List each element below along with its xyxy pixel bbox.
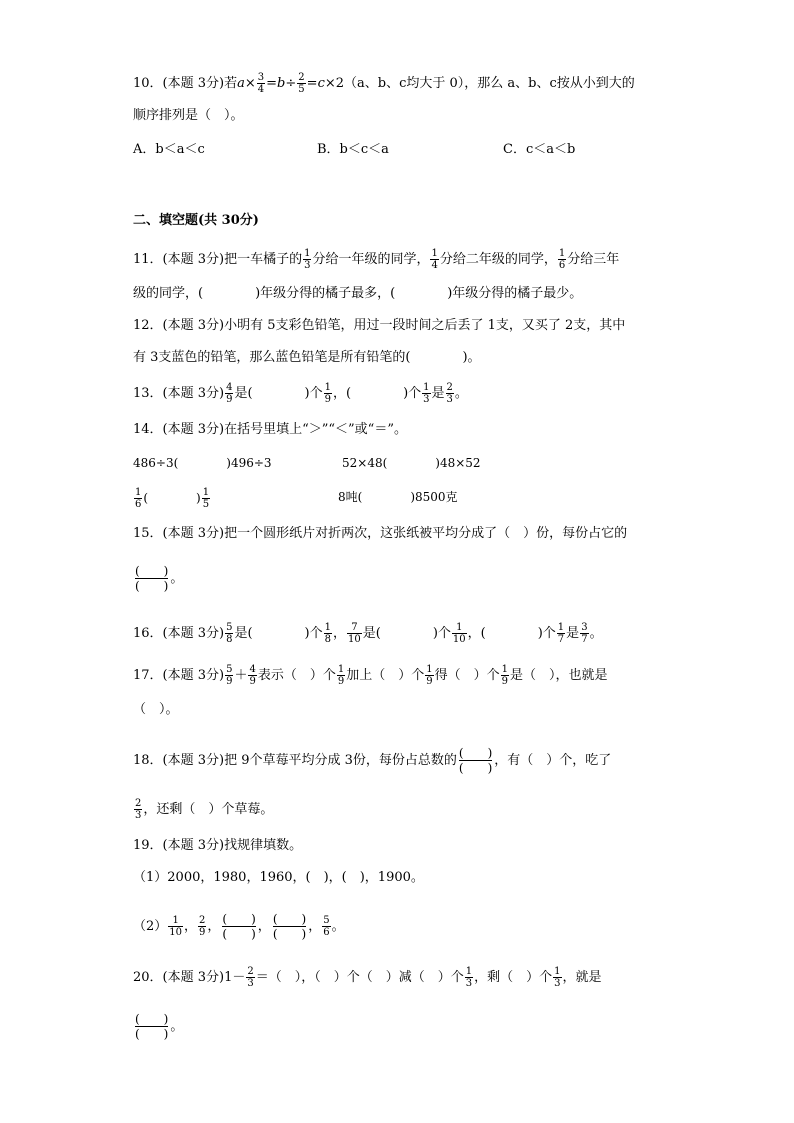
text-segment: 3 [581,622,588,633]
text-segment: ( ) [143,491,201,505]
text-segment: 分给一年级的同学， [312,252,430,267]
fraction [501,664,509,687]
text-segment: ( ) [222,927,256,941]
text-segment: 4 [226,382,233,393]
text-segment: 。 [454,386,468,401]
text-segment: 1 [324,622,331,633]
text-segment: 5 [226,622,233,633]
fraction [322,915,330,938]
text-segment: 3 [554,978,561,989]
text-segment: 分给二年级的同学， [439,252,557,267]
text-segment: 6 [558,260,566,271]
fraction [225,622,233,645]
text-segment: 1 [337,664,345,675]
times-two: ×2 [324,76,345,91]
text-segment: 。 [170,571,184,586]
text-segment: ，( )个 [467,626,556,641]
text-segment: 加上（ ）个 [346,668,425,683]
fraction [337,664,345,687]
text-segment: 是( )个 [234,626,323,641]
text-segment: ( ) [135,1012,169,1026]
fraction [225,664,233,687]
text-segment: ＋ [234,668,248,683]
text-segment: 得（ ）个 [434,668,500,683]
text-segment: 2 [135,798,142,809]
q10-line2: 顺序排列是（ ）。 [133,108,244,123]
q19-sub2 [133,912,345,941]
q20-line2 [133,1012,183,1041]
var-c: c [317,76,325,91]
text-segment: ， [184,919,198,934]
fraction [246,966,254,989]
fraction [430,248,438,271]
q19-sub1: （1）2000，1980，1960，( )，( )，1900。 [133,870,424,885]
fraction [446,382,454,405]
text-segment: 1 [431,248,438,259]
text-segment: 1 [456,622,463,633]
text-segment: ， [207,919,221,934]
text-segment: 10 [452,634,466,645]
fraction [198,915,206,938]
text-segment: 1 [426,664,433,675]
fraction [557,622,565,645]
text-segment: 7 [581,634,588,645]
text-segment: 9 [199,927,206,938]
q10-tail: （a、b、c均大于 0），那么 a、b、c按从小到大的 [344,76,635,91]
fraction [257,72,265,95]
fraction [422,382,430,405]
fraction [465,966,473,989]
q20-line1 [133,966,602,989]
fraction [202,487,210,510]
blank-fraction[interactable] [459,746,492,775]
text-segment: 是 [566,626,580,641]
text-segment: 7 [351,622,358,633]
text-segment: 9 [249,676,256,687]
q15-line1: 15．(本题 3分)把一个圆形纸片对折两次，这张纸被平均分成了（ ）份，每份占它的 [133,526,628,541]
blank-fraction[interactable] [222,912,255,941]
equals-sign: = [266,76,278,91]
q10-option-c[interactable]: C．c＜a＜b [503,142,576,157]
q10-prefix: 10．(本题 3分)若 [133,76,238,91]
text-segment: ( ) [135,579,169,593]
times-sign: × [244,76,256,91]
text-segment: 1 [557,622,565,633]
text-segment: ， [257,919,271,934]
blank-fraction[interactable] [135,564,168,593]
text-segment: 。 [331,919,345,934]
blank-fraction[interactable] [273,912,306,941]
text-segment: 18．(本题 3分)把 9个草莓平均分成 3份，每份占总数的 [133,753,457,768]
fraction [297,72,305,95]
text-segment: 1 [202,487,210,498]
text-segment: 1 [172,915,179,926]
text-segment: 3 [446,394,453,405]
text-segment: ＝（ ），（ ）个（ ）减（ ）个 [255,970,464,985]
text-segment: 8 [324,634,331,645]
fraction [134,798,142,821]
text-segment: 1 [423,382,430,393]
q11-line1 [133,248,619,271]
text-segment: 6 [135,499,142,510]
text-segment: 是 [431,386,445,401]
q18-line2 [133,798,273,821]
var-b: b [277,76,286,91]
text-segment: 1 [558,248,566,259]
q10-option-b[interactable]: B．b＜c＜a [317,142,389,157]
q10-line1 [133,72,635,95]
q16-line [133,622,603,645]
text-segment: 。 [170,1019,184,1034]
text-segment: 8 [226,634,233,645]
text-segment: 5 [323,915,330,926]
text-segment: 5 [226,664,233,675]
q11-line2: 级的同学，( )年级分得的橘子最多，( )年级分得的橘子最少。 [133,286,583,301]
text-segment: 16．(本题 3分) [133,626,225,641]
text-segment: 17．(本题 3分) [133,668,225,683]
q12-line1: 12．(本题 3分)小明有 5支彩色铅笔，用过一段时间之后丢了 1支，又买了 2支，其中 [133,318,626,333]
text-segment: 3 [304,260,311,271]
text-segment: 9 [337,676,345,687]
fraction [324,622,332,645]
q14-item4: 8吨( )8500克 [338,490,458,504]
text-segment: 4 [249,664,256,675]
text-segment: 2 [247,966,254,977]
text-segment: 表示（ ）个 [257,668,336,683]
q17-line1 [133,664,608,687]
text-segment: 分给三年 [567,252,620,267]
fraction [225,382,233,405]
text-segment: ，剩（ ）个 [474,970,553,985]
text-segment: ，就是 [562,970,602,985]
text-segment: 9 [324,394,331,405]
q14-item1: 486÷3( )496÷3 [133,456,272,470]
q17-line2: （ ）。 [133,702,179,717]
text-segment: 20．(本题 3分)1－ [133,970,246,985]
divide-sign: ÷ [285,76,297,91]
q13-line [133,382,468,405]
text-segment: 9 [426,676,433,687]
text-segment: 1 [554,966,561,977]
text-segment: ( ) [458,746,493,760]
q14-line1: 14．(本题 3分)在括号里填上“＞”“＜”或“＝”。 [133,422,407,437]
fraction [452,622,467,645]
text-segment: 。 [589,626,603,641]
text-segment: 2 [298,72,305,83]
text-segment: ， [333,626,347,641]
fraction [425,664,433,687]
text-segment: 11．(本题 3分)把一车橘子的 [133,252,303,267]
text-segment: ，( )个 [333,386,422,401]
text-segment: 1 [465,966,473,977]
fraction [347,622,362,645]
text-segment: ( ) [222,912,256,926]
fraction [134,487,142,510]
text-segment: ( ) [272,912,307,926]
fraction [168,915,183,938]
q14-item2: 52×48( )48×52 [342,456,481,470]
text-segment: 3 [257,72,265,83]
text-segment: 3 [247,978,254,989]
q14-item3 [133,487,211,510]
text-segment: 4 [431,260,438,271]
text-segment: 13．(本题 3分) [133,386,225,401]
text-segment: 3 [423,394,430,405]
text-segment: 3 [135,810,142,821]
fraction [303,248,311,271]
text-segment: ( ) [135,564,169,578]
text-segment: 10 [169,927,183,938]
text-segment: （2） [133,919,168,934]
text-segment: 5 [298,84,305,95]
section-title: 二、填空题(共 30分) [133,213,259,228]
text-segment: 3 [465,978,473,989]
text-segment: 2 [199,915,206,926]
q12-line2: 有 3支蓝色的铅笔，那么蓝色铅笔是所有铅笔的( )。 [133,350,481,365]
text-segment: 6 [323,927,330,938]
fraction [553,966,561,989]
text-segment: 1 [304,248,311,259]
var-a: a [237,76,245,91]
equals-sign: = [306,76,318,91]
q15-line2 [133,564,183,593]
text-segment: 4 [257,84,265,95]
text-segment: ，还剩（ ）个草莓。 [143,802,274,817]
fraction [248,664,256,687]
fraction [324,382,332,405]
text-segment: 9 [226,394,233,405]
text-segment: ，有（ ）个，吃了 [494,753,612,768]
fraction [558,248,566,271]
blank-fraction[interactable] [135,1012,168,1041]
text-segment: 是（ ），也就是 [510,668,608,683]
q18-line1 [133,746,611,775]
q19-line1: 19．(本题 3分)找规律填数。 [133,838,303,853]
text-segment: ( ) [135,1027,169,1041]
text-segment: 7 [557,634,565,645]
text-segment: ， [308,919,322,934]
text-segment: 是( )个 [362,626,451,641]
text-segment: 1 [135,487,142,498]
fraction [580,622,588,645]
text-segment: 9 [226,676,233,687]
text-segment: 是( )个 [234,386,323,401]
text-segment: 1 [324,382,331,393]
text-segment: 9 [501,676,509,687]
text-segment: 10 [348,634,361,645]
text-segment: 1 [501,664,509,675]
text-segment: ( ) [272,927,307,941]
q10-option-a[interactable]: A．b＜a＜c [133,142,205,157]
text-segment: 5 [202,499,210,510]
text-segment: ( ) [458,761,493,775]
text-segment: 2 [446,382,453,393]
